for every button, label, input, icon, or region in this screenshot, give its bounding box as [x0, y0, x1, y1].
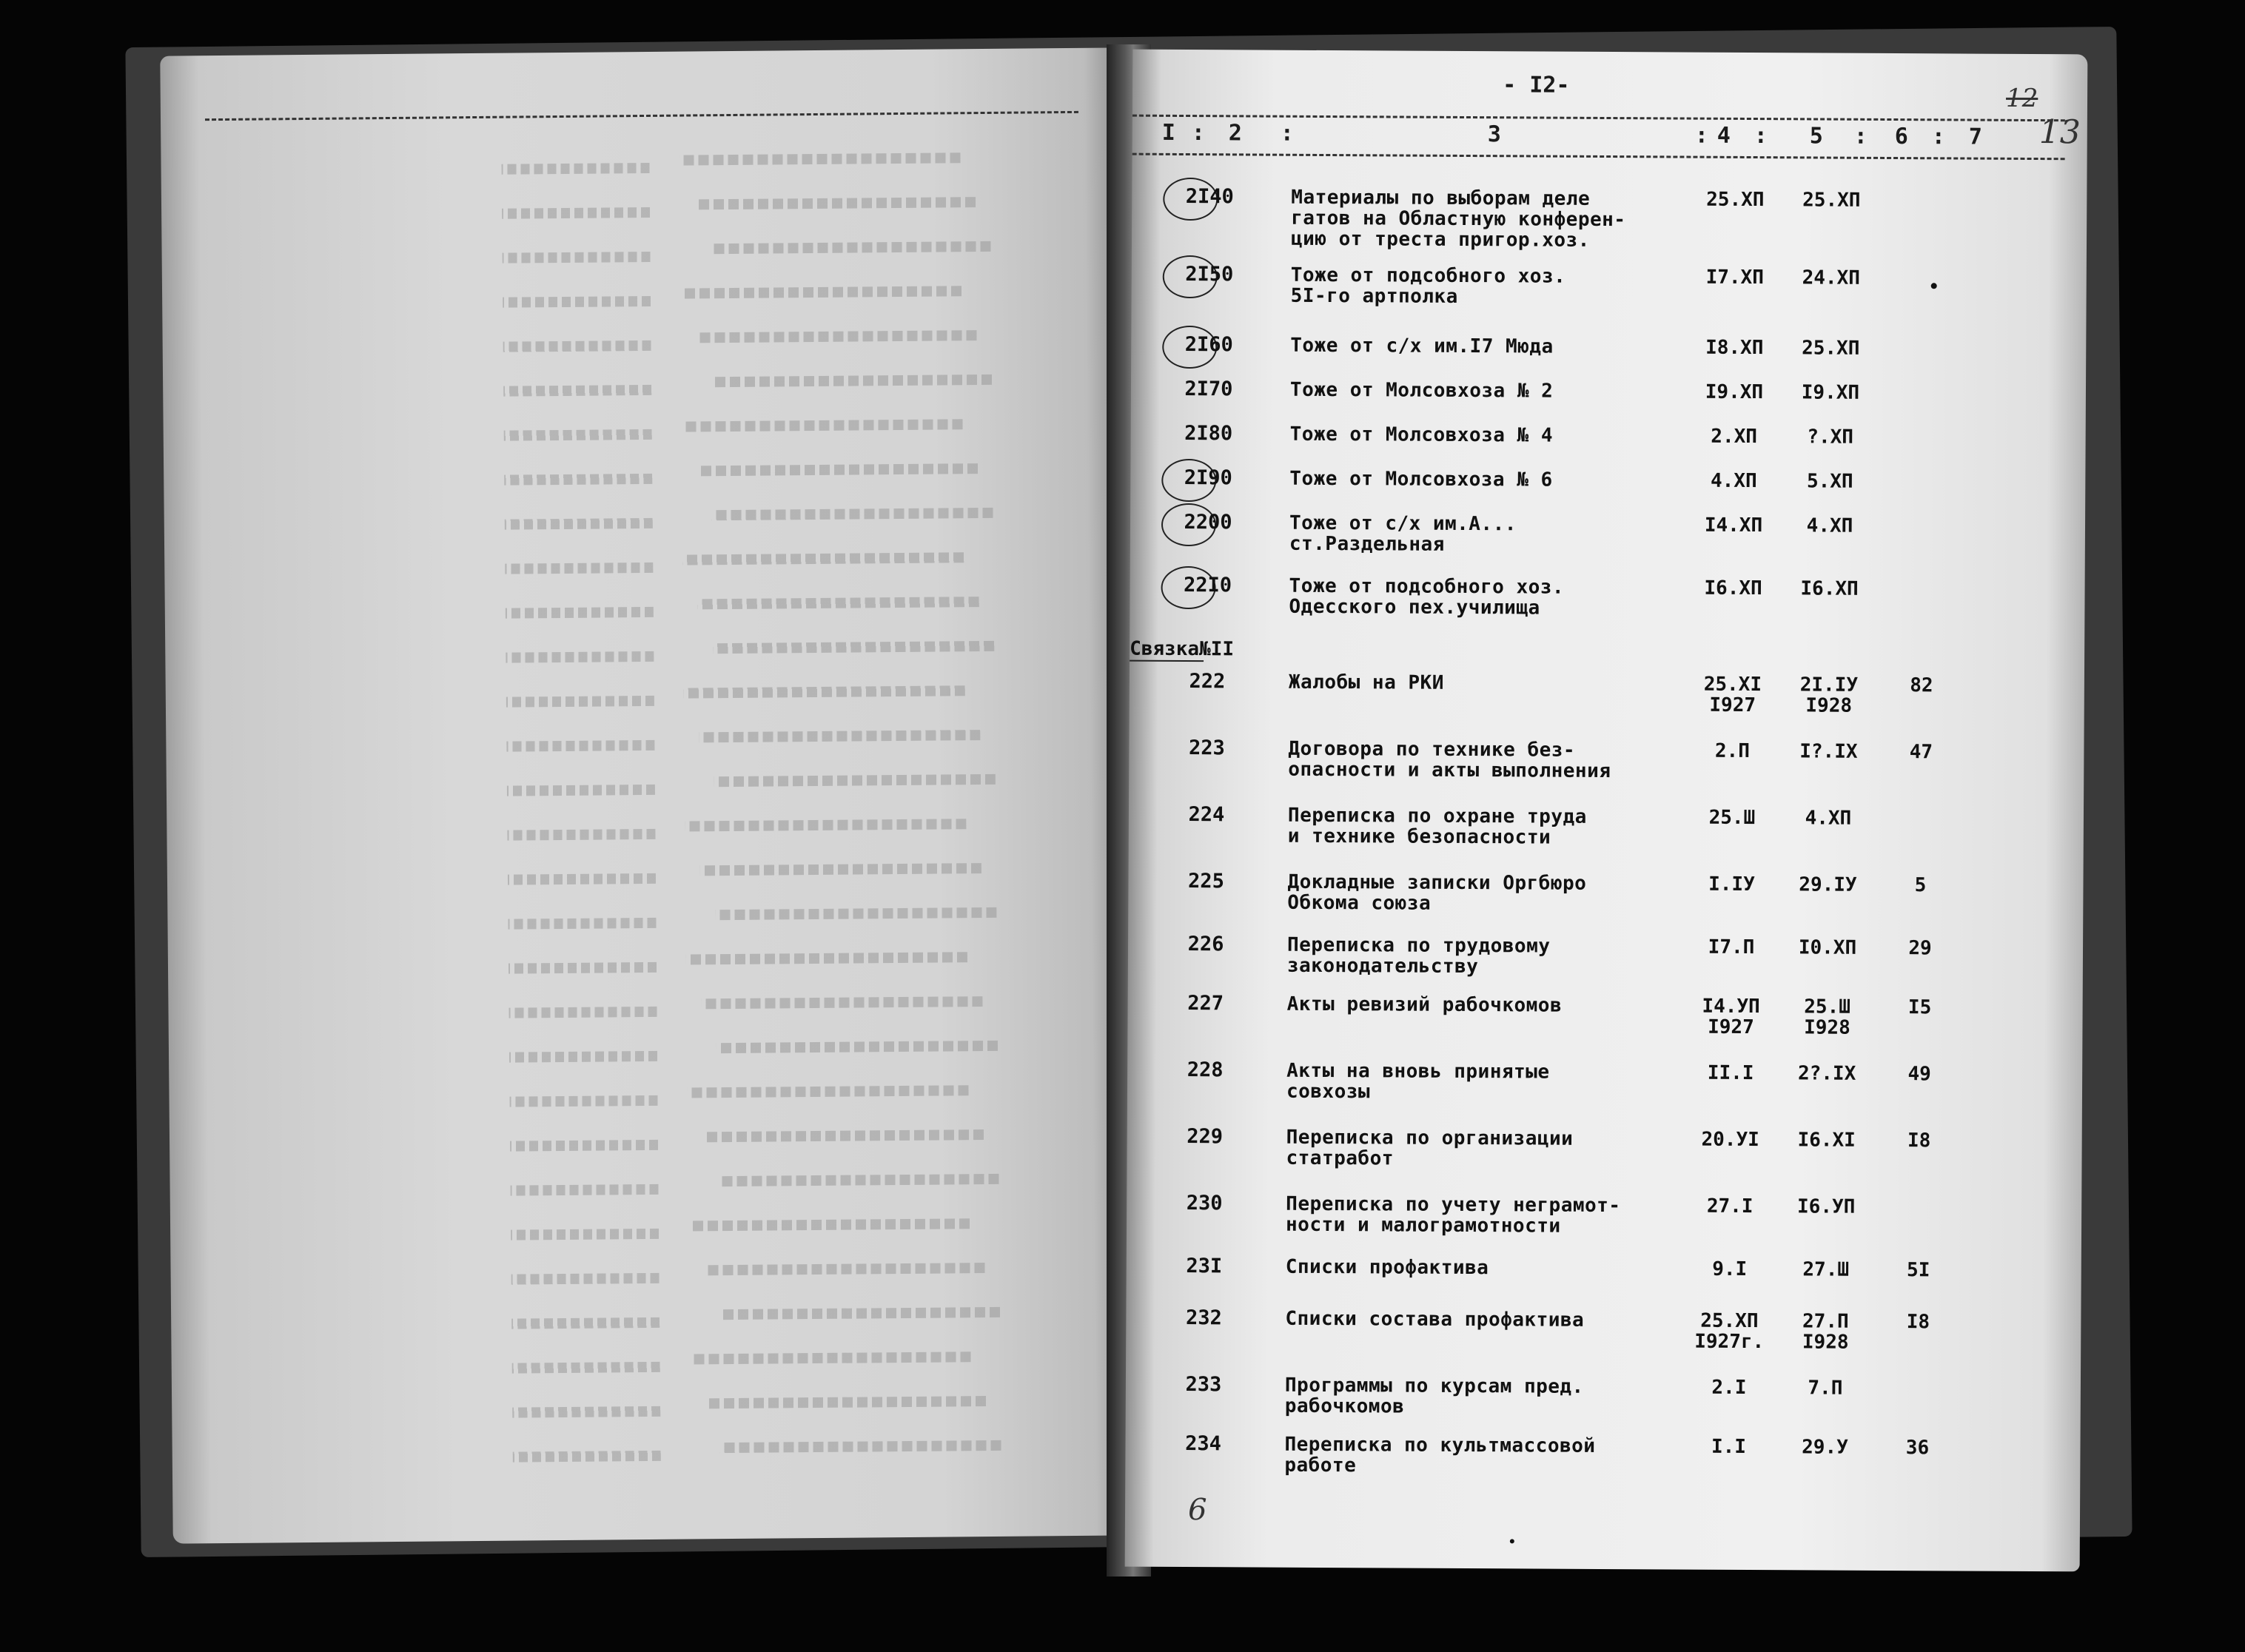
date-end: 25.Ш I928: [1804, 995, 1851, 1039]
show-through-date: [503, 296, 651, 308]
col-sep: :: [1191, 120, 1205, 147]
date-end: ?.ХП: [1807, 426, 1854, 449]
date-end: 27.Ш: [1802, 1258, 1850, 1281]
item-number: 223: [1188, 736, 1225, 760]
date-end: 2I.IУ I928: [1799, 674, 1859, 717]
table-row: [1126, 1373, 2081, 1418]
section-underline: [1130, 660, 1204, 662]
table-row: [1131, 422, 2086, 449]
col-1: I: [1161, 119, 1175, 146]
item-title: Тоже от подсобного хоз. 5I-го артполка: [1290, 263, 1566, 308]
date-end: 29.IУ: [1799, 873, 1857, 896]
col-2: 2: [1228, 120, 1242, 147]
show-through-date: [502, 163, 650, 175]
show-through-line: [701, 996, 982, 1009]
item-title: Тоже от подсобного хоз. Одесского пех.училища: [1289, 574, 1565, 620]
table-row: [1130, 670, 2084, 717]
show-through-line: [690, 1352, 971, 1364]
folio-old: 12: [2005, 83, 2038, 114]
item-number: 2I50: [1185, 263, 1234, 286]
table-row: [1126, 1306, 2081, 1354]
table-row: [1132, 263, 2087, 308]
sheet-count: 5I: [1907, 1259, 1930, 1282]
show-through-line: [685, 819, 966, 831]
date-end: 4.ХП: [1806, 514, 1853, 537]
show-through-date: [504, 429, 652, 441]
date-start: I4.ХП: [1704, 514, 1763, 537]
show-through-date: [509, 1007, 657, 1018]
show-through-date: [508, 918, 656, 930]
table-row: [1130, 574, 2085, 620]
date-start: 25.Ш: [1708, 806, 1756, 830]
date-start: 2.ХП: [1711, 425, 1758, 449]
item-title: Договора по технике без- опасности и акты выполнения: [1288, 737, 1611, 783]
table-row: [1130, 511, 2085, 556]
date-end: I?.IХ: [1799, 740, 1858, 763]
show-through-line: [680, 286, 962, 298]
date-end: 4.ХП: [1805, 807, 1852, 830]
show-through-date: [503, 340, 651, 352]
item-number: 2I70: [1184, 377, 1233, 401]
date-end: 25.ХП: [1802, 189, 1861, 212]
date-start: I7.П: [1708, 936, 1755, 959]
col-sep: :: [1754, 123, 1768, 150]
item-title: Жалобы на РКИ: [1288, 671, 1444, 694]
item-title: Тоже от Молсовхоза № 2: [1289, 378, 1554, 403]
item-title: Переписка по культмассовой работе: [1284, 1433, 1596, 1477]
item-title: Тоже от с/х им.А... ст.Раздельная: [1289, 511, 1517, 556]
item-title: Программы по курсам пред. рабочкомов: [1284, 1374, 1584, 1418]
col-5: 5: [1809, 123, 1823, 150]
show-through-line: [687, 1085, 968, 1098]
date-start: I.I: [1711, 1435, 1747, 1459]
table-row: [1131, 333, 2086, 360]
page-number: - I2-: [1503, 72, 1570, 98]
item-number: 2I40: [1185, 185, 1234, 209]
item-number: 234: [1185, 1432, 1221, 1456]
date-start: 25.ХП: [1706, 188, 1765, 212]
table-row: [1127, 1125, 2082, 1170]
show-through-date: [508, 873, 656, 885]
show-through-date: [511, 1273, 660, 1285]
table-row: [1129, 803, 2084, 849]
show-through-date: [506, 607, 654, 619]
date-end: 7.П: [1808, 1377, 1843, 1400]
show-through-line: [713, 641, 994, 654]
show-through-date: [512, 1406, 660, 1418]
date-end: I0.ХП: [1798, 936, 1857, 959]
item-title: Тоже от Молсовхоза № 6: [1289, 467, 1553, 491]
show-through-line: [709, 241, 990, 254]
date-start: 27.I: [1706, 1195, 1754, 1218]
item-number: 226: [1187, 933, 1224, 956]
show-through-line: [682, 419, 963, 432]
col-3: 3: [1487, 121, 1501, 148]
col-4: 4: [1717, 122, 1731, 149]
show-through-line: [717, 1041, 998, 1053]
item-number: 229: [1187, 1125, 1224, 1149]
show-through-line: [688, 1218, 970, 1231]
date-start: 9.I: [1712, 1258, 1748, 1281]
show-through-date: [504, 474, 652, 486]
date-end: 25.ХП: [1802, 337, 1860, 360]
item-title: Тоже от с/х им.I7 Мюда: [1290, 334, 1554, 358]
show-through-line: [699, 730, 980, 742]
date-start: 2.I: [1711, 1376, 1747, 1400]
show-through-date: [506, 696, 654, 708]
item-title: Списки состава профактива: [1285, 1307, 1585, 1332]
item-number: 228: [1187, 1058, 1224, 1082]
item-number: 232: [1185, 1306, 1222, 1330]
ink-spot: [1510, 1539, 1514, 1543]
table-row: [1128, 992, 2083, 1039]
item-number: 2I60: [1184, 333, 1233, 357]
sheet-count: 82: [1910, 674, 1933, 697]
col-sep: :: [1694, 122, 1708, 149]
show-through-date: [503, 385, 651, 397]
show-through-line: [704, 1263, 985, 1275]
item-number: 2I90: [1184, 466, 1232, 490]
show-through-date: [511, 1229, 659, 1240]
col-7: 7: [1968, 124, 1982, 150]
table-row: [1127, 1192, 2081, 1238]
show-through-date: [506, 651, 654, 663]
show-through-line: [697, 463, 978, 476]
item-title: Списки профактива: [1285, 1255, 1489, 1280]
table-row: [1132, 185, 2087, 252]
show-through-line: [679, 152, 960, 165]
show-through-date: [510, 1140, 658, 1152]
date-start: 25.ХI I927: [1703, 673, 1762, 717]
date-start: I8.ХП: [1705, 336, 1764, 360]
show-through-line: [702, 1129, 984, 1142]
item-title: Докладные записки Оргбюро Обкома союза: [1287, 870, 1587, 915]
table-row: [1127, 1058, 2082, 1104]
table-row: [1126, 1432, 2081, 1477]
show-through-line: [711, 375, 992, 387]
item-title: Тоже от Молсовхоза № 4: [1289, 423, 1554, 447]
show-through-date: [509, 1051, 657, 1063]
sheet-count: I5: [1907, 996, 1932, 1019]
show-through-line: [694, 197, 976, 209]
sheet-count: I8: [1907, 1129, 1931, 1152]
date-end: I9.ХП: [1801, 381, 1860, 404]
show-through-line: [698, 597, 979, 609]
date-end: I6.УП: [1796, 1195, 1856, 1218]
col-sep: :: [1931, 124, 1945, 150]
item-number: 222: [1189, 670, 1226, 694]
sheet-count: 36: [1905, 1437, 1930, 1460]
column-header-row: [1132, 120, 2087, 155]
date-start: 4.ХП: [1710, 469, 1757, 493]
col-sep: :: [1853, 123, 1868, 150]
col-6: 6: [1894, 124, 1908, 150]
date-start: II.I: [1707, 1061, 1754, 1085]
right-page: [1125, 50, 2088, 1572]
date-start: I6.ХП: [1704, 577, 1762, 600]
show-through-date: [512, 1362, 660, 1374]
table-row: [1129, 870, 2084, 915]
item-number: 230: [1186, 1192, 1223, 1215]
date-start: 20.УI: [1701, 1128, 1759, 1152]
table-row: [1130, 736, 2084, 783]
show-through-date: [505, 563, 653, 574]
show-through-line: [719, 1307, 1000, 1320]
date-end: 2?.IХ: [1797, 1062, 1856, 1085]
item-title: Акты на вновь принятые совхозы: [1286, 1059, 1550, 1104]
item-number: 23I: [1186, 1255, 1223, 1278]
date-start: 2.П: [1714, 739, 1750, 763]
table-row: [1127, 1255, 2081, 1282]
show-through-line: [700, 863, 981, 876]
item-title: Переписка по учету неграмот- ности и малограмотности: [1285, 1192, 1621, 1238]
item-title: Материалы по выборам деле гатов на Областную конферен- цию от треста пригор.хоз.: [1290, 186, 1626, 252]
sheet-count: 5: [1914, 874, 1927, 897]
header-bottom-rule: [1132, 153, 2065, 161]
sheet-count: I8: [1906, 1311, 1930, 1334]
item-number: 2200: [1184, 511, 1232, 534]
sheet-count: 49: [1907, 1063, 1931, 1086]
show-through-date: [511, 1317, 660, 1329]
date-start: I9.ХП: [1705, 380, 1764, 404]
show-through-date: [506, 740, 654, 752]
date-end: 29.У: [1802, 1436, 1848, 1459]
item-number: 233: [1185, 1373, 1222, 1397]
bottom-mark: 6: [1187, 1493, 1207, 1528]
show-through-line: [712, 508, 993, 520]
show-through-text: [160, 47, 1135, 1543]
item-title: Акты ревизий рабочкомов: [1286, 993, 1563, 1017]
date-start: I7.ХП: [1705, 266, 1764, 289]
item-title: Переписка по охране труда и технике безопасности: [1287, 804, 1587, 849]
show-through-date: [503, 252, 651, 263]
show-through-date: [502, 207, 650, 219]
item-number: 227: [1187, 992, 1224, 1015]
show-through-line: [682, 552, 964, 565]
item-number: 2I80: [1184, 422, 1233, 446]
item-number: 22I0: [1183, 574, 1232, 597]
show-through-line: [686, 952, 967, 964]
col-sep: :: [1280, 120, 1294, 147]
left-page: [160, 47, 1135, 1543]
sheet-count: 29: [1908, 937, 1932, 960]
date-end: 27.П I928: [1802, 1310, 1849, 1354]
show-through-date: [511, 1184, 659, 1196]
show-through-line: [717, 1174, 999, 1186]
show-through-line: [696, 330, 977, 343]
show-through-line: [714, 774, 996, 787]
date-end: 24.ХП: [1802, 266, 1860, 289]
item-number: 224: [1188, 803, 1225, 827]
sheet-count: 47: [1909, 741, 1933, 764]
section-label: Связка№II: [1130, 637, 1235, 661]
show-through-date: [507, 829, 655, 841]
show-through-date: [509, 962, 657, 974]
show-through-date: [510, 1095, 658, 1107]
date-start: I4.УП I927: [1702, 995, 1760, 1039]
table-row: [1130, 466, 2085, 493]
item-title: Переписка по организации статработ: [1286, 1126, 1574, 1170]
ink-spot: [1931, 283, 1937, 289]
date-end: 5.ХП: [1806, 470, 1853, 493]
date-end: I6.ХП: [1800, 577, 1859, 600]
show-through-line: [684, 685, 965, 698]
table-row: [1128, 933, 2083, 978]
folio-new: 13: [2038, 113, 2081, 152]
date-end: I6.ХI: [1797, 1129, 1856, 1152]
show-through-line: [720, 1440, 1001, 1453]
table-row: [1131, 377, 2086, 404]
show-through-date: [507, 785, 655, 796]
show-through-date: [505, 518, 653, 530]
date-start: 25.ХП I927г.: [1694, 1309, 1765, 1354]
item-title: Переписка по трудовому законодательству: [1286, 933, 1551, 978]
show-through-line: [715, 907, 996, 920]
item-number: 225: [1188, 870, 1224, 893]
date-start: I.IУ: [1708, 873, 1755, 896]
show-through-line: [705, 1396, 986, 1408]
show-through-date: [513, 1451, 661, 1463]
